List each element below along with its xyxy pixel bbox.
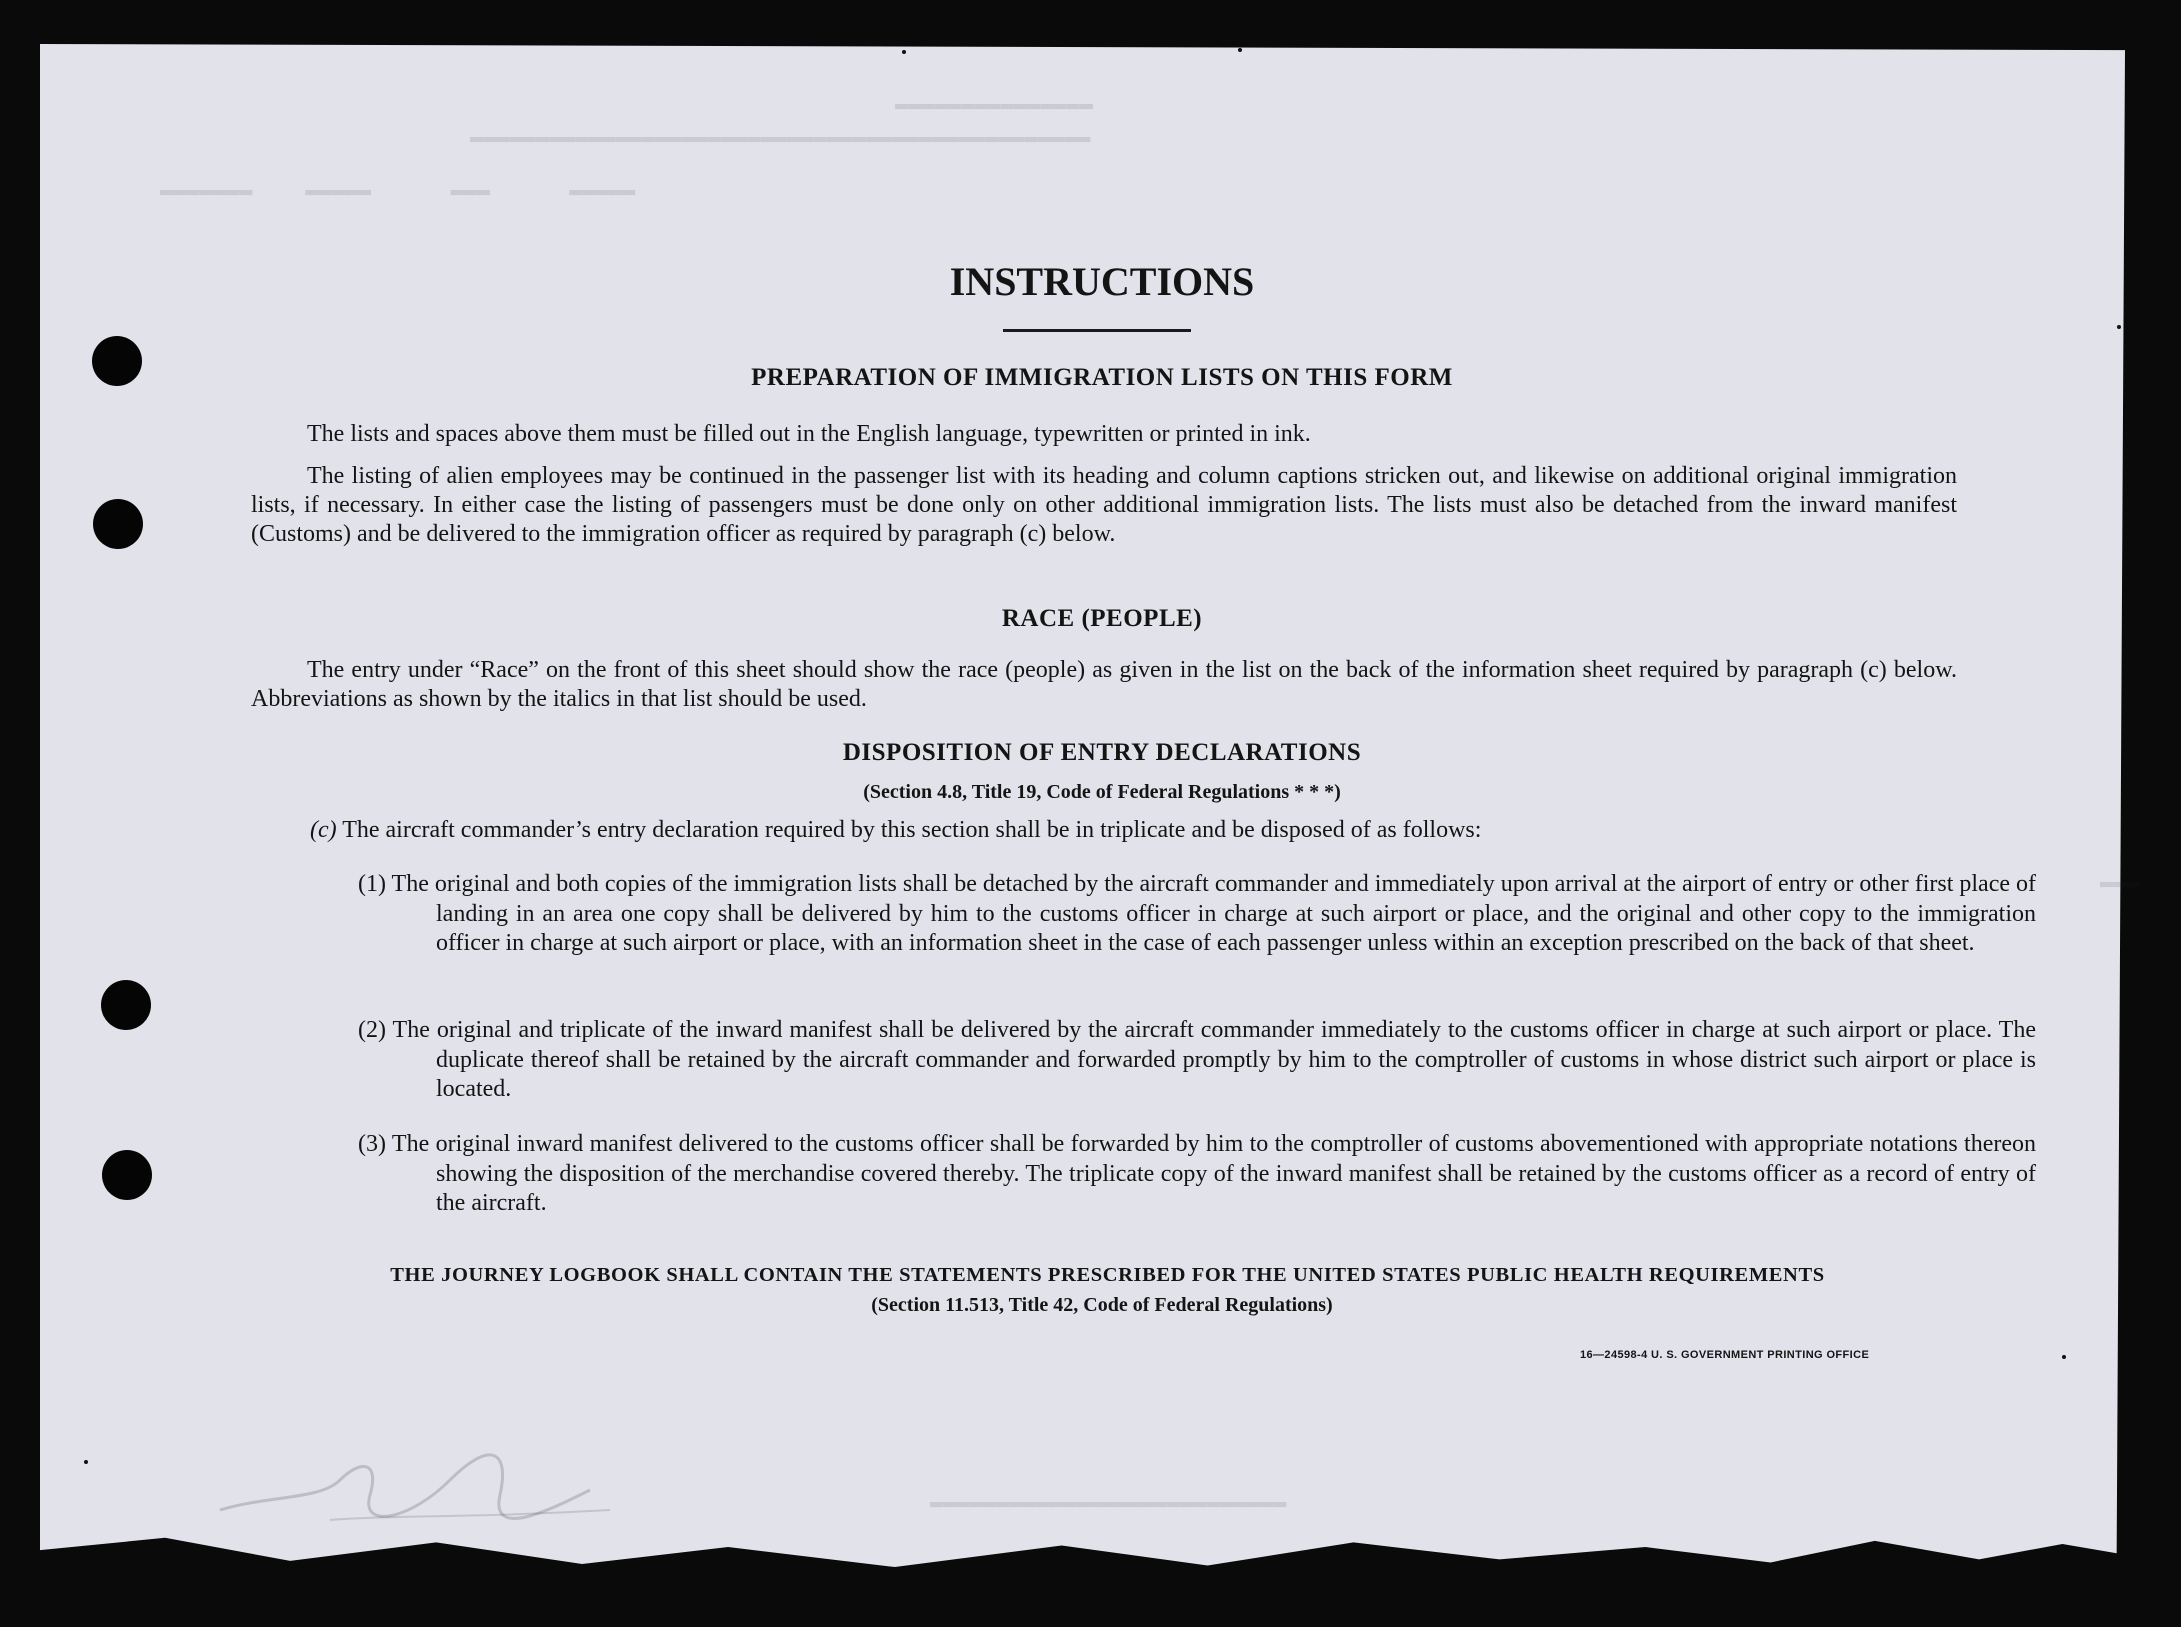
paragraph-lists-language: The lists and spaces above them must be filled out in the English language, typewritten or printed in ink. [307, 421, 1311, 447]
section-heading-race: RACE (PEOPLE) [1001, 605, 1203, 632]
signature-scrawl [210, 1440, 630, 1530]
paragraph-c-text: The aircraft commander’s entry declaration required by this section shall be in triplicate and be disposed of as follows: [342, 817, 1482, 843]
section-heading-preparation: PREPARATION OF IMMIGRATION LISTS ON THIS FORM [751, 364, 1453, 391]
printer-mark: 16—24598-4 U. S. GOVERNMENT PRINTING OFFICE [1580, 1349, 1870, 1361]
bleed-through: ▬▬▬ [2100, 870, 2140, 895]
bleed-through: ▬▬▬▬▬▬▬▬▬▬▬▬▬▬▬▬▬▬▬▬▬▬▬▬▬▬▬▬▬▬▬▬▬▬▬▬▬▬▬▬▬▬▬▬▬▬▬ [470, 125, 1091, 150]
health-requirements-notice: THE JOURNEY LOGBOOK SHALL CONTAIN THE STATEMENTS PRESCRIBED FOR THE UNITED STATES PUBLIC HEALTH REQUIREMENTS [390, 1264, 1825, 1286]
bleed-through: ▬▬▬▬▬▬▬▬▬▬▬▬▬▬▬▬▬▬▬▬▬▬▬▬▬▬▬ [930, 1490, 1287, 1515]
page-title: INSTRUCTIONS [949, 259, 1255, 304]
speck [902, 50, 906, 54]
speck [84, 1460, 88, 1464]
speck [2117, 325, 2121, 329]
punch-hole [101, 980, 151, 1030]
bleed-through: ▬▬▬▬▬▬▬▬▬▬▬▬▬▬▬ [895, 92, 1094, 117]
list-item-3: (3) The original inward manifest delivered to the customs officer shall be forwarded by him to the comptroller of customs abovementioned with appropriate notations thereon showing the disposition of the merchandise covered thereby. The triplicate copy of the inward manifest shall be retained by the customs officer as a record of entry of the aircraft. [358, 1131, 2036, 1216]
speck [1238, 48, 1242, 52]
title-underline [1003, 329, 1191, 332]
punch-hole [102, 1150, 152, 1200]
speck [2062, 1355, 2066, 1359]
paragraph-race: The entry under “Race” on the front of this sheet should show the race (people) as given in the list on the back of the information sheet required by paragraph (c) below. Abbreviations as shown by the italics in that list should be used. [251, 657, 1957, 712]
paragraph-c [310, 816, 1930, 845]
punch-hole [93, 499, 143, 549]
list-item-1: (1) The original and both copies of the immigration lists shall be detached by the aircraft commander and immediately upon arrival at the airport of entry or other first place of landing in an area one copy shall be delivered by him to the customs officer in charge at such airport or place, and the original and other copy to the immigration officer in charge at such airport or place, with an information sheet in the case of each passenger unless within an exception prescribed on the back of that sheet. [358, 871, 2036, 956]
bleed-through: ▬▬▬▬▬▬▬ ▬▬▬▬▬ ▬▬▬ ▬▬▬▬▬ [160, 178, 636, 203]
citation-title-42: (Section 11.513, Title 42, Code of Federal Regulations) [871, 1294, 1333, 1316]
section-heading-disposition: DISPOSITION OF ENTRY DECLARATIONS [842, 739, 1362, 766]
paragraph-alien-employees: The listing of alien employees may be continued in the passenger list with its heading and column captions stricken out, and likewise on additional original immigration lists, if necessary. In either case the listing of passengers must be done only on other additional immigration lists. The lists must also be detached from the inward manifest (Customs) and be delivered to the immigration officer as required by paragraph (c) below. [251, 463, 1957, 547]
punch-hole [92, 336, 142, 386]
list-item-2: (2) The original and triplicate of the inward manifest shall be delivered by the aircraft commander immediately to the customs officer in charge at such airport or place. The duplicate thereof shall be retained by the aircraft commander and forwarded promptly by him to the comptroller of customs in whose district such airport or place is located. [358, 1017, 2036, 1102]
citation-title-19: (Section 4.8, Title 19, Code of Federal Regulations * * *) [863, 781, 1341, 803]
paragraph-c-label: (c) [310, 817, 337, 843]
